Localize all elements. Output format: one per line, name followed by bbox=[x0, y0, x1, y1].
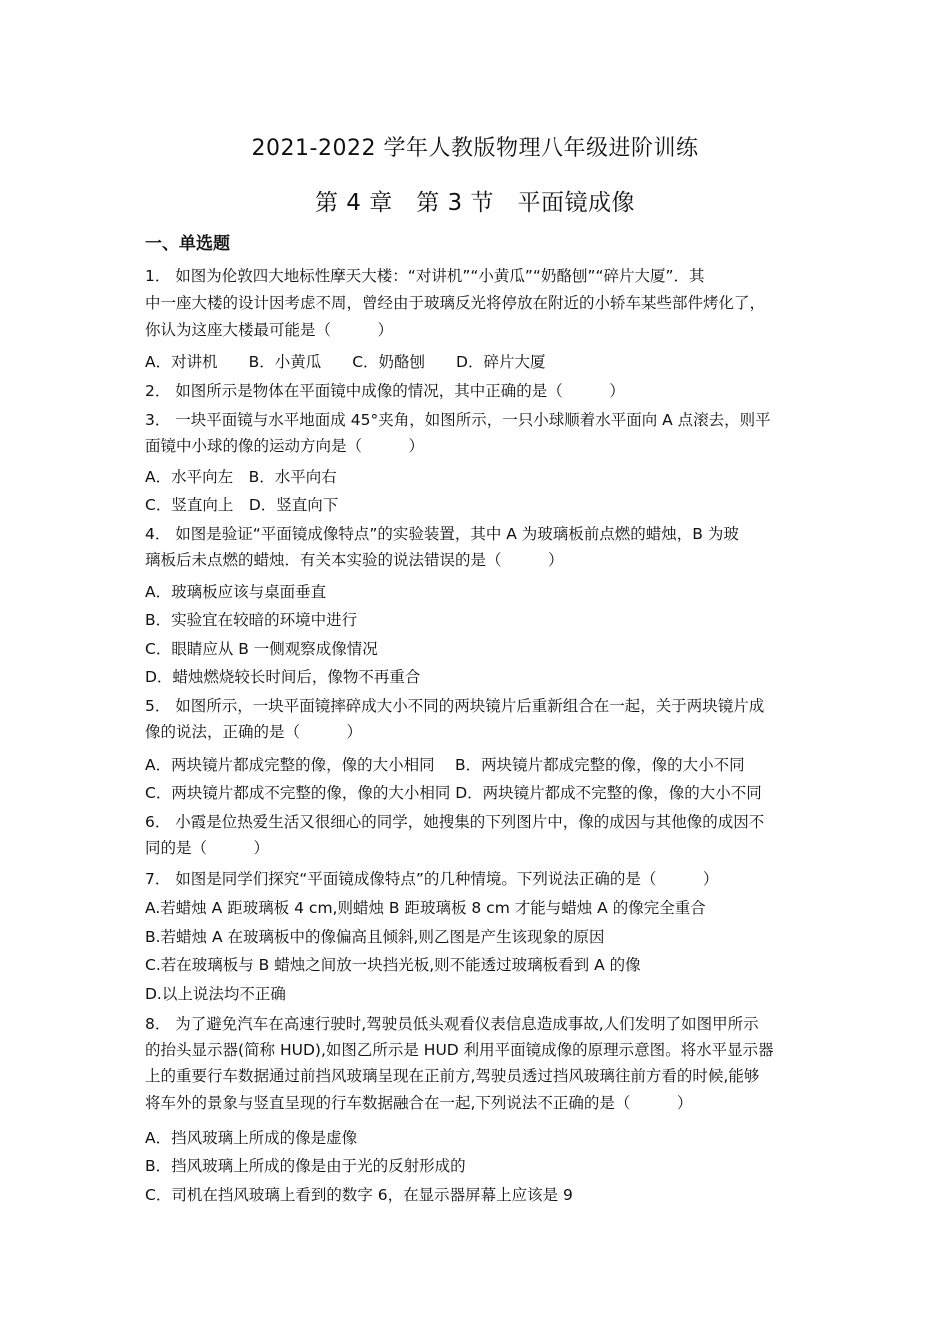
text-line: 你认为这座大楼最可能是（ ） bbox=[145, 321, 394, 339]
text-line: A．玻璃板应该与桌面垂直 bbox=[145, 583, 327, 601]
text-line: 8． 为了避免汽车在高速行驶时,驾驶员低头观看仪表信息造成事故,人们发明了如图甲所示 bbox=[145, 1015, 759, 1033]
text-line: A．水平向左 B．水平向右 bbox=[145, 468, 337, 486]
text-line: 上的重要行车数据通过前挡风玻璃呈现在正前方,驾驶员透过挡风玻璃往前方看的时候,能够 bbox=[145, 1067, 760, 1085]
text-line: 5． 如图所示，一块平面镜摔碎成大小不同的两块镜片后重新组合在一起，关于两块镜片成 bbox=[145, 697, 765, 715]
text-line: C．竖直向上 D．竖直向下 bbox=[145, 496, 339, 514]
text-line: 将车外的景象与竖直呈现的行车数据融合在一起,下列说法不正确的是（ ） bbox=[145, 1094, 693, 1112]
text-line: 同的是（ ） bbox=[145, 839, 270, 857]
text-line: C．两块镜片都成不完整的像，像的大小相同 D．两块镜片都成不完整的像，像的大小不同 bbox=[145, 784, 762, 802]
text-line: 像的说法，正确的是（ ） bbox=[145, 723, 363, 741]
text-line: D.以上说法均不正确 bbox=[145, 985, 286, 1003]
text-line: C．眼睛应从 B 一侧观察成像情况 bbox=[145, 640, 378, 658]
text-line: 中一座大楼的设计因考虑不周，曾经由于玻璃反光将停放在附近的小轿车某些部件烤化了， bbox=[145, 294, 766, 312]
text-line: 4． 如图是验证“平面镜成像特点”的实验装置，其中 A 为玻璃板前点燃的蜡烛，B 为玻 bbox=[145, 525, 739, 543]
text-line: 7． 如图是同学们探究“平面镜成像特点”的几种情境。下列说法正确的是（ ） bbox=[145, 870, 719, 888]
text-line: B．实验宜在较暗的环境中进行 bbox=[145, 611, 358, 629]
text-line: 面镜中小球的像的运动方向是（ ） bbox=[145, 437, 425, 455]
text-line: 3． 一块平面镜与水平地面成 45°夹角，如图所示，一只小球顺着水平面向 A 点滚去，则平 bbox=[145, 411, 771, 429]
text-line: B.若蜡烛 A 在玻璃板中的像偏高且倾斜,则乙图是产生该现象的原因 bbox=[145, 928, 605, 946]
text-line: A．对讲机 B．小黄瓜 C．奶酪刨 D．碎片大厦 bbox=[145, 353, 546, 371]
text-line: A．挡风玻璃上所成的像是虚像 bbox=[145, 1129, 358, 1147]
text-line: 6． 小霞是位热爱生活又很细心的同学，她搜集的下列图片中，像的成因与其他像的成因不 bbox=[145, 813, 765, 831]
text-line: D．蜡烛燃烧较长时间后，像物不再重合 bbox=[145, 668, 421, 686]
text-line: B．挡风玻璃上所成的像是由于光的反射形成的 bbox=[145, 1157, 466, 1175]
text-line: 的抬头显示器(简称 HUD),如图乙所示是 HUD 利用平面镜成像的原理示意图。将水平显示器 bbox=[145, 1041, 774, 1059]
text-line: 璃板后未点燃的蜡烛．有关本实验的说法错误的是（ ） bbox=[145, 551, 564, 569]
document-subtitle: 第 4 章 第 3 节 平面镜成像 bbox=[314, 190, 635, 216]
document-title: 2021-2022 学年人教版物理八年级进阶训练 bbox=[251, 136, 699, 161]
text-line: C．司机在挡风玻璃上看到的数字 6，在显示器屏幕上应该是 9 bbox=[145, 1186, 573, 1204]
text-line: 2． 如图所示是物体在平面镜中成像的情况，其中正确的是（ ） bbox=[145, 382, 625, 400]
text-line: A．两块镜片都成完整的像，像的大小相同 B．两块镜片都成完整的像，像的大小不同 bbox=[145, 756, 745, 774]
section-heading: 一、单选题 bbox=[145, 234, 230, 254]
text-line: A.若蜡烛 A 距玻璃板 4 cm,则蜡烛 B 距玻璃板 8 cm 才能与蜡烛 A 的像完全重合 bbox=[145, 899, 706, 917]
text-line: 1． 如图为伦敦四大地标性摩天大楼：“对讲机”“小黄瓜”“奶酪刨”“碎片大厦”．其 bbox=[145, 267, 705, 285]
text-line: C.若在玻璃板与 B 蜡烛之间放一块挡光板,则不能透过玻璃板看到 A 的像 bbox=[145, 956, 641, 974]
